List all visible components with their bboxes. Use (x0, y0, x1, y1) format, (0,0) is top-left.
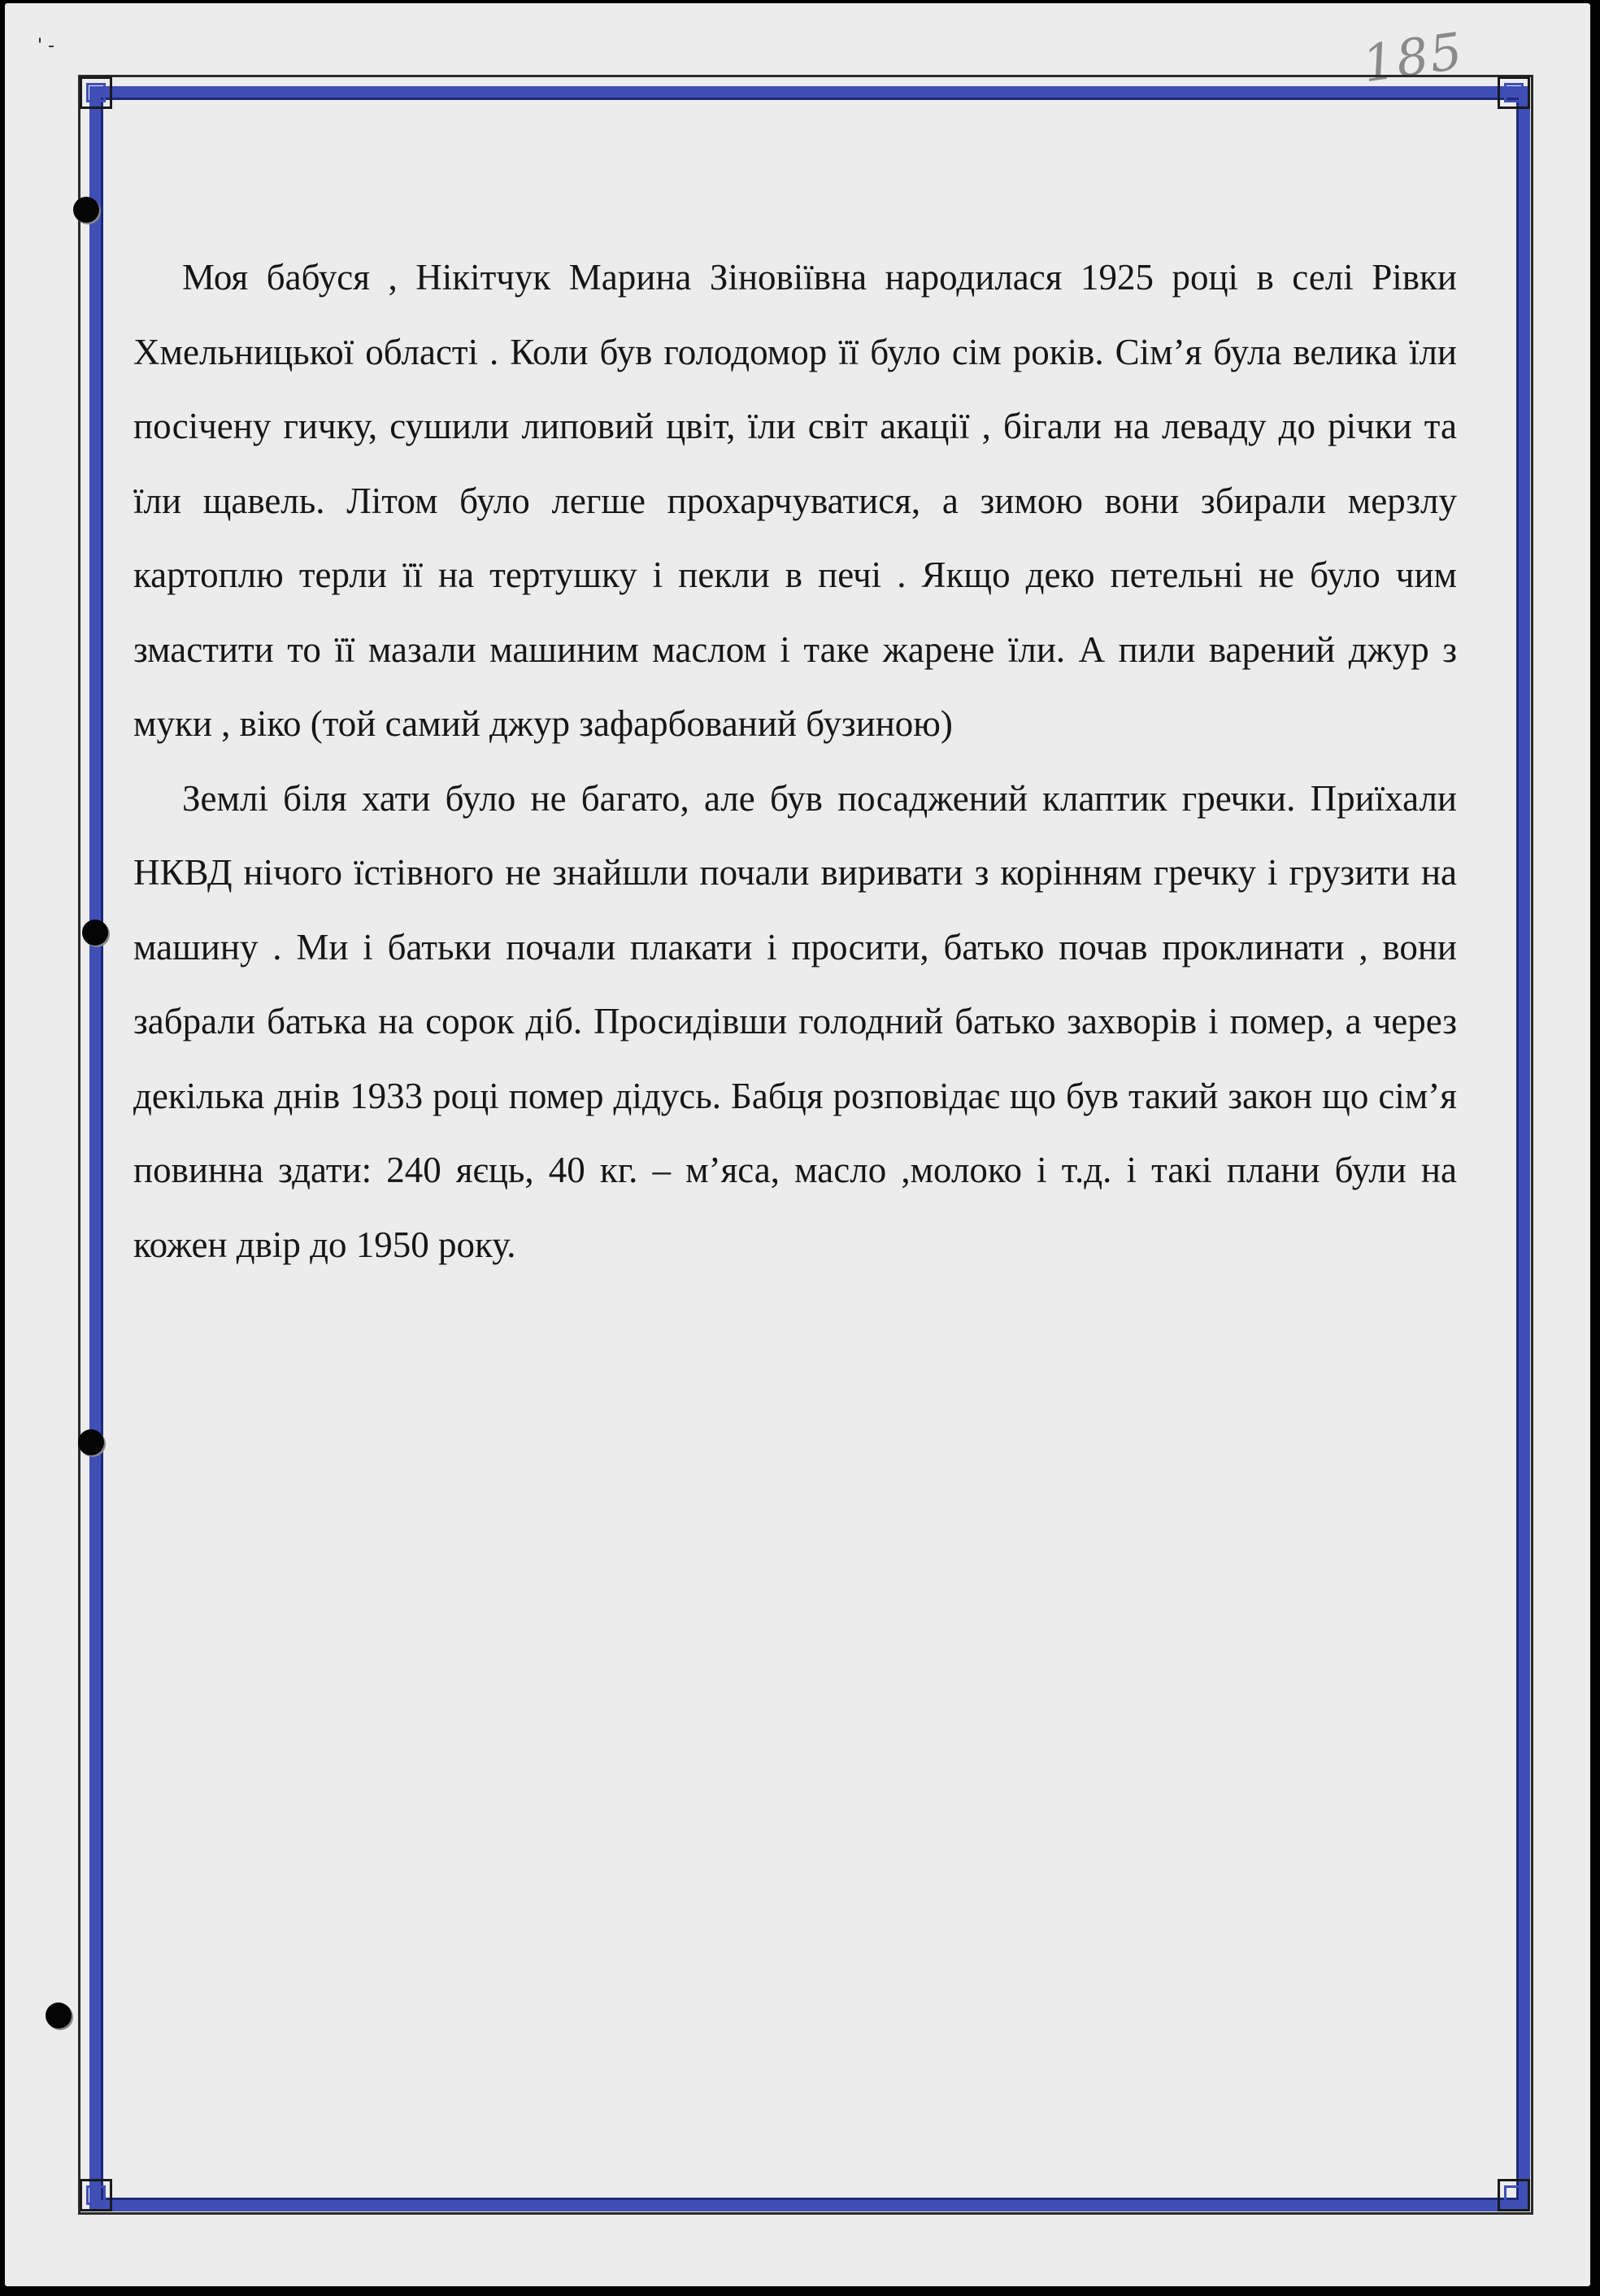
frame-corner-inner-ornament (86, 2185, 106, 2205)
punch-hole (78, 1429, 104, 1455)
frame-corner-inner-ornament (86, 83, 106, 102)
paragraph: Моя бабуся , Нікітчук Марина Зіновіївна народилася 1925 році в селі Рівки Хмельницької області . Коли був голодомор її було сім років. Сім’я була велика їли посічену гичку, сушили липовий цвіт, їли світ акації , бігали на леваду до річки та їли щавель. Літом було легше прохарчуватися, а зимою вони збирали мерзлу картоплю терли її на тертушку і пекли в печі . Якщо деко петельні не було чим змастити то її мазали машиним маслом і таке жарене їли. А пили варений джур з муки , віко (той самий джур зафарбований бузиною) (133, 257, 1457, 744)
punch-hole (46, 2002, 72, 2029)
body-text (133, 241, 1457, 1282)
punch-hole (82, 920, 108, 946)
frame-corner-inner-ornament (1504, 83, 1524, 102)
punch-hole (73, 197, 99, 223)
paragraph: Землі біля хати було не багато, але був посаджений клаптик гречки. Приїхали НКВД нічого їстівного не знайшли почали виривати з корінням гречку і грузити на машину . Ми і батьки почали плакати і просити, батько почав проклинати , вони забрали батька на сорок діб. Просидівши голодний батько захворів і помер, а через декілька днів 1933 році помер дідусь. Бабця розповідає що був такий закон що сім’я повинна здати: 240 яєць, 40 кг. – м’яса, масло ,молоко і т.д. і такі плани були на кожен двір до 1950 року. (133, 777, 1457, 1265)
document-page (5, 3, 1590, 2286)
corner-mark: ' - (37, 36, 54, 56)
frame-corner-inner-ornament (1504, 2185, 1524, 2205)
handwritten-page-number: 185 (1359, 20, 1467, 94)
